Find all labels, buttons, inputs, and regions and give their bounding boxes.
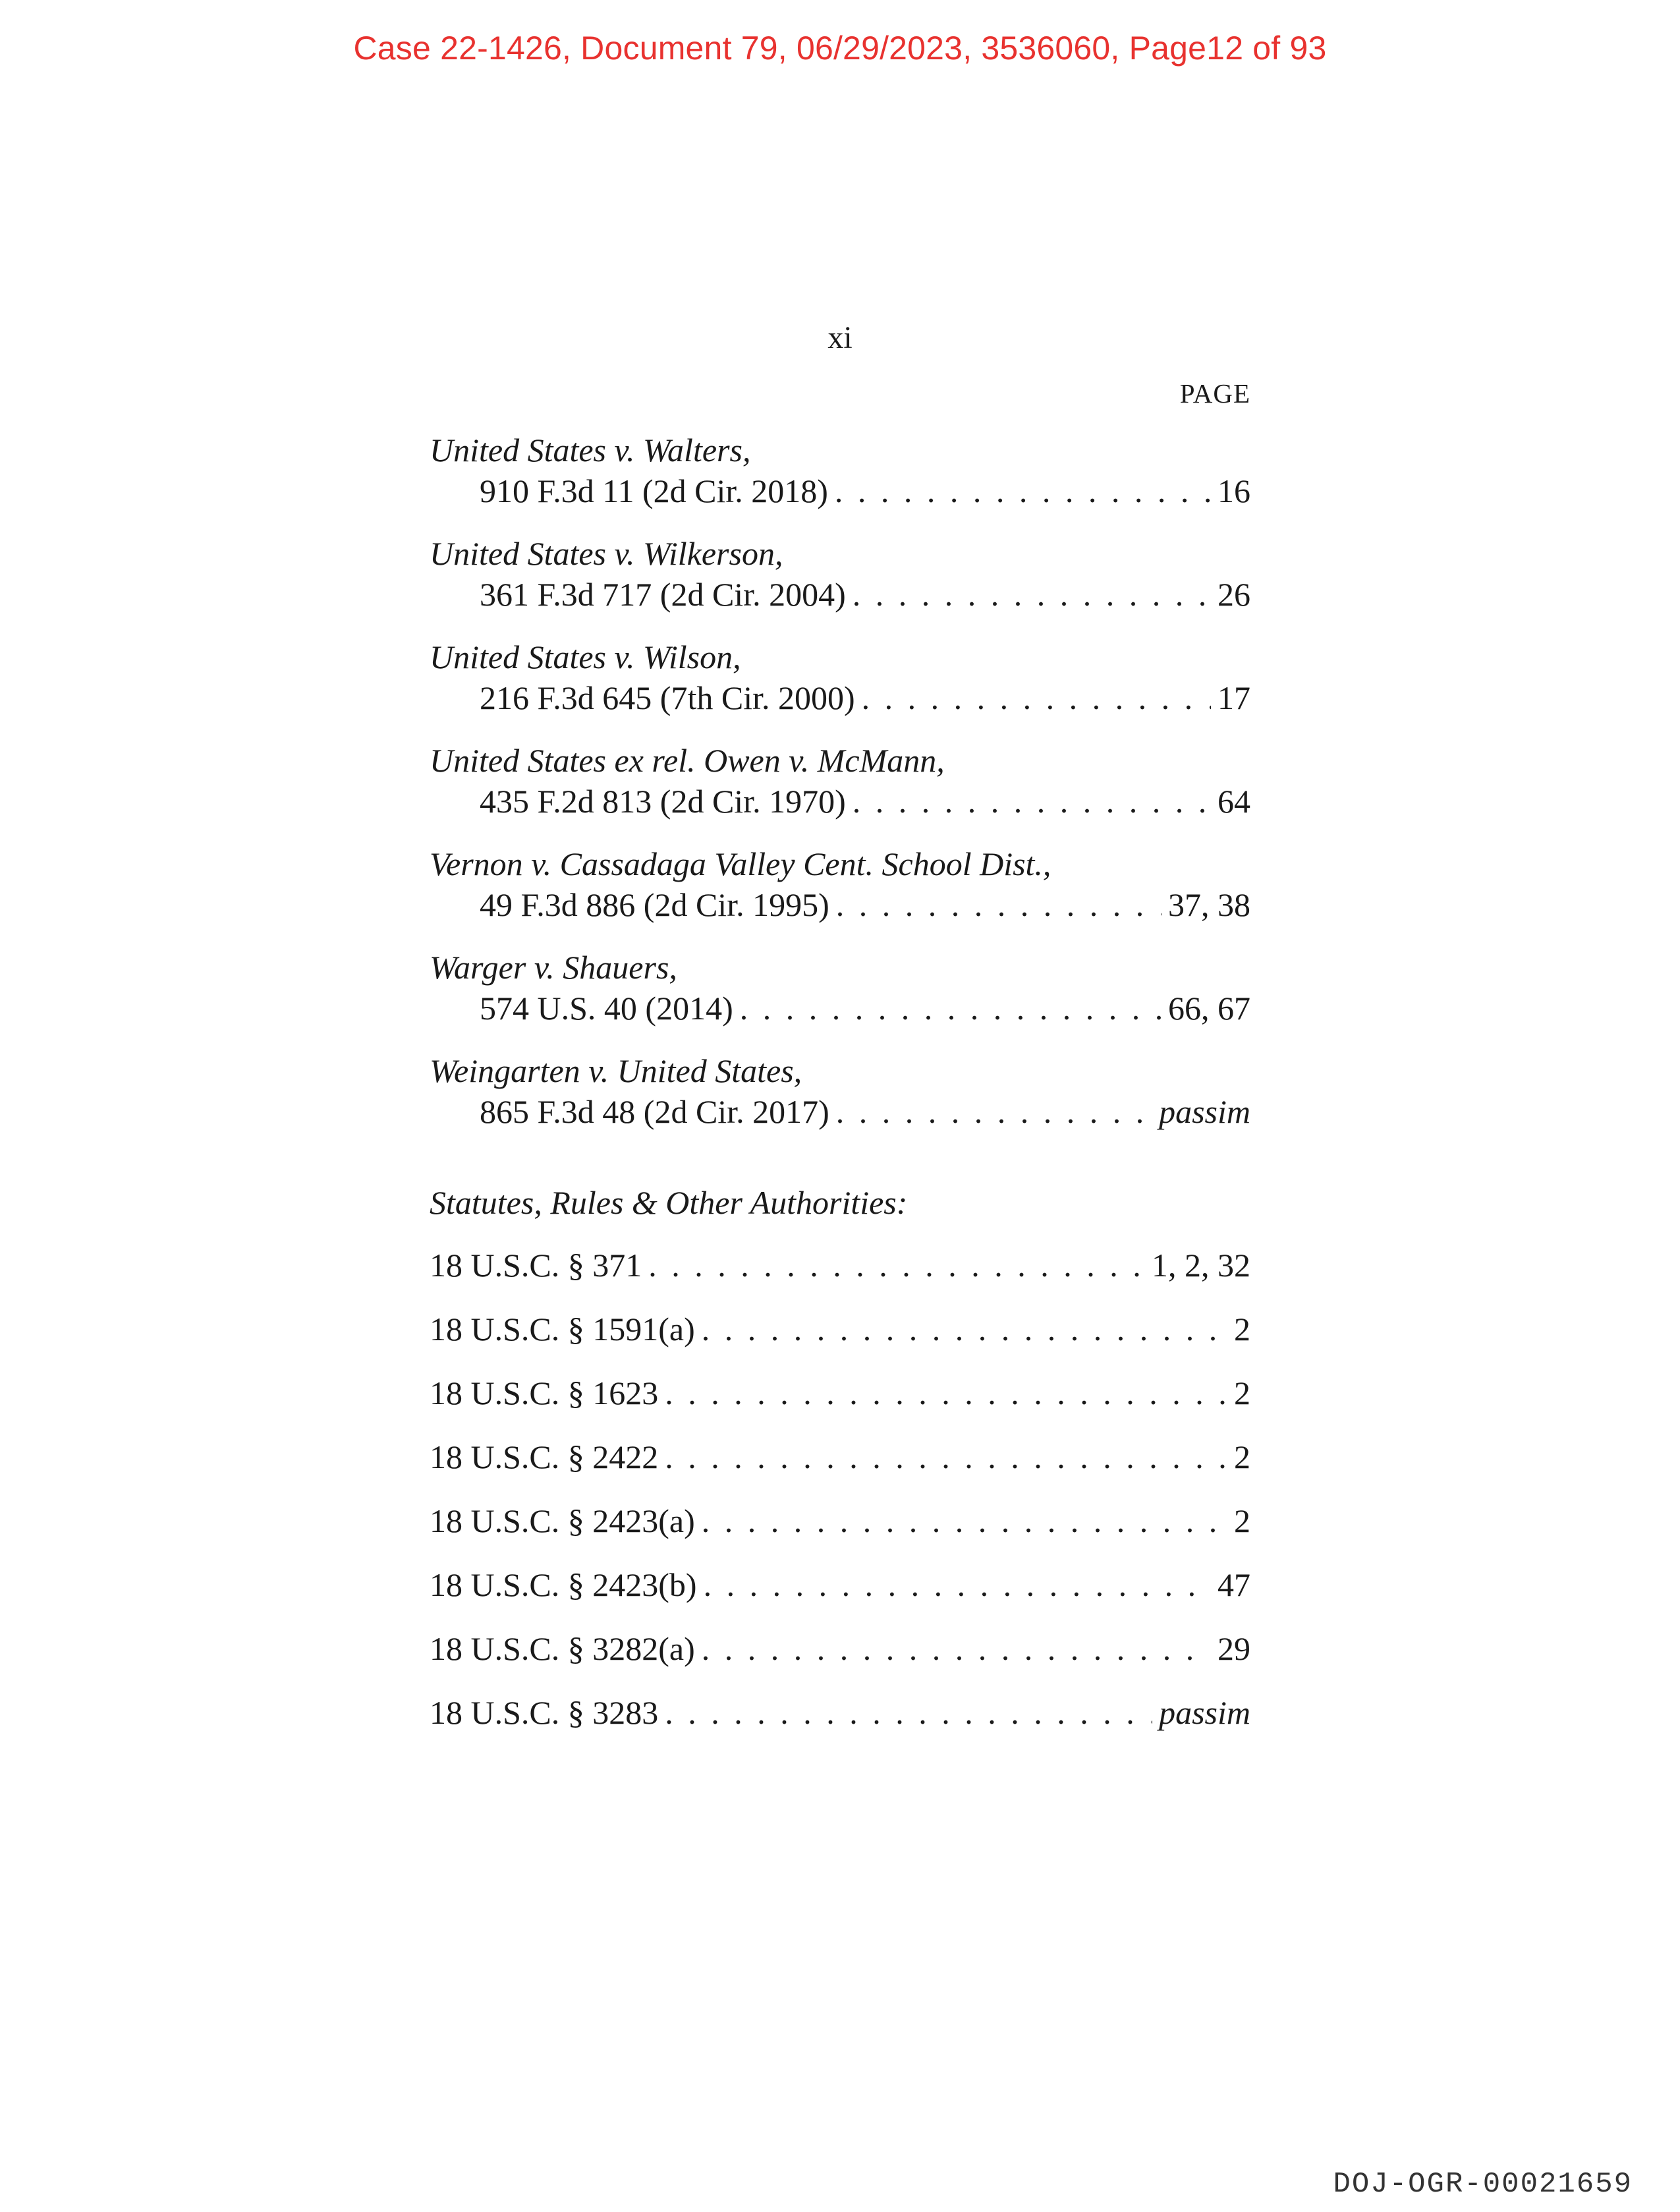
case-entry [430,947,1250,1029]
case-entry [430,430,1250,511]
dot-leader [862,677,1211,718]
case-citation-line [430,781,1250,822]
case-pages: 17 [1218,679,1250,716]
case-citation-line [430,884,1250,925]
case-citation: 865 F.3d 48 (2d Cir. 2017) [480,1093,829,1130]
statutes-list [430,1245,1250,1756]
statute-pages: 2 [1234,1502,1250,1539]
dot-leader [835,470,1211,511]
case-citation-line [430,470,1250,511]
case-pages: 64 [1218,783,1250,820]
case-name: United States v. Walters, [430,432,751,468]
statutes-heading: Statutes, Rules & Other Authorities: [430,1184,908,1221]
case-name: United States ex rel. Owen v. McMann, [430,742,945,779]
case-citation-line [430,574,1250,615]
statute-entry [430,1500,1250,1541]
dot-leader [648,1245,1145,1286]
dot-leader [702,1628,1211,1669]
statute-pages: 2 [1234,1311,1250,1347]
statute-citation: 18 U.S.C. § 2423(a) [430,1502,695,1539]
statute-pages: 2 [1234,1375,1250,1411]
statute-citation: 18 U.S.C. § 371 [430,1247,642,1284]
dot-leader [702,1309,1227,1349]
bates-number: DOJ-OGR-00021659 [1333,2168,1633,2201]
statute-pages: passim [1159,1694,1250,1731]
dot-leader [836,884,1162,925]
case-name: Weingarten v. United States, [430,1052,802,1089]
case-name: United States v. Wilson, [430,638,741,675]
dot-leader [665,1436,1227,1477]
case-name: Warger v. Shauers, [430,949,677,986]
case-pages: 37, 38 [1168,886,1250,923]
dot-leader [704,1564,1211,1605]
statute-pages: 2 [1234,1438,1250,1475]
dot-leader [702,1500,1227,1541]
page-number: xi [827,320,853,355]
statute-pages: 29 [1218,1630,1250,1667]
case-pages: 66, 67 [1168,990,1250,1027]
case-citation-line [430,677,1250,718]
case-citation-line [430,988,1250,1029]
case-name: Vernon v. Cassadaga Valley Cent. School Dist., [430,845,1051,882]
case-citation: 49 F.3d 886 (2d Cir. 1995) [480,886,829,923]
statute-entry [430,1373,1250,1413]
statute-pages: 1, 2, 32 [1152,1247,1250,1284]
case-entry [430,843,1250,925]
dot-leader [853,781,1211,822]
statute-citation: 18 U.S.C. § 2423(b) [430,1566,697,1603]
case-citation-line [430,1091,1250,1132]
statute-citation: 18 U.S.C. § 3283 [430,1694,659,1731]
dot-leader [665,1373,1227,1413]
statute-citation: 18 U.S.C. § 1623 [430,1375,659,1411]
case-header-stamp: Case 22-1426, Document 79, 06/29/2023, 3536060, Page12 of 93 [353,30,1327,67]
case-entry [430,533,1250,615]
statute-entry [430,1309,1250,1349]
dot-leader [853,574,1211,615]
statute-entry [430,1628,1250,1669]
case-entry [430,740,1250,822]
dot-leader [836,1091,1152,1132]
case-pages: 26 [1218,576,1250,613]
cases-list [430,430,1250,1154]
case-entry [430,637,1250,718]
case-pages: passim [1159,1093,1250,1130]
statute-entry [430,1692,1250,1733]
case-entry [430,1050,1250,1132]
statute-entry [430,1436,1250,1477]
case-citation: 216 F.3d 645 (7th Cir. 2000) [480,679,855,716]
statute-entry [430,1245,1250,1286]
dot-leader [665,1692,1152,1733]
statute-citation: 18 U.S.C. § 2422 [430,1438,659,1475]
statute-entry [430,1564,1250,1605]
statute-citation: 18 U.S.C. § 1591(a) [430,1311,695,1347]
statute-citation: 18 U.S.C. § 3282(a) [430,1630,695,1667]
case-name: United States v. Wilkerson, [430,535,783,572]
case-pages: 16 [1218,472,1250,509]
case-citation: 910 F.3d 11 (2d Cir. 2018) [480,472,828,509]
statute-pages: 47 [1218,1566,1250,1603]
page-column-heading: PAGE [1179,378,1250,409]
case-citation: 361 F.3d 717 (2d Cir. 2004) [480,576,846,613]
dot-leader [740,988,1162,1029]
case-citation: 574 U.S. 40 (2014) [480,990,733,1027]
case-citation: 435 F.2d 813 (2d Cir. 1970) [480,783,846,820]
